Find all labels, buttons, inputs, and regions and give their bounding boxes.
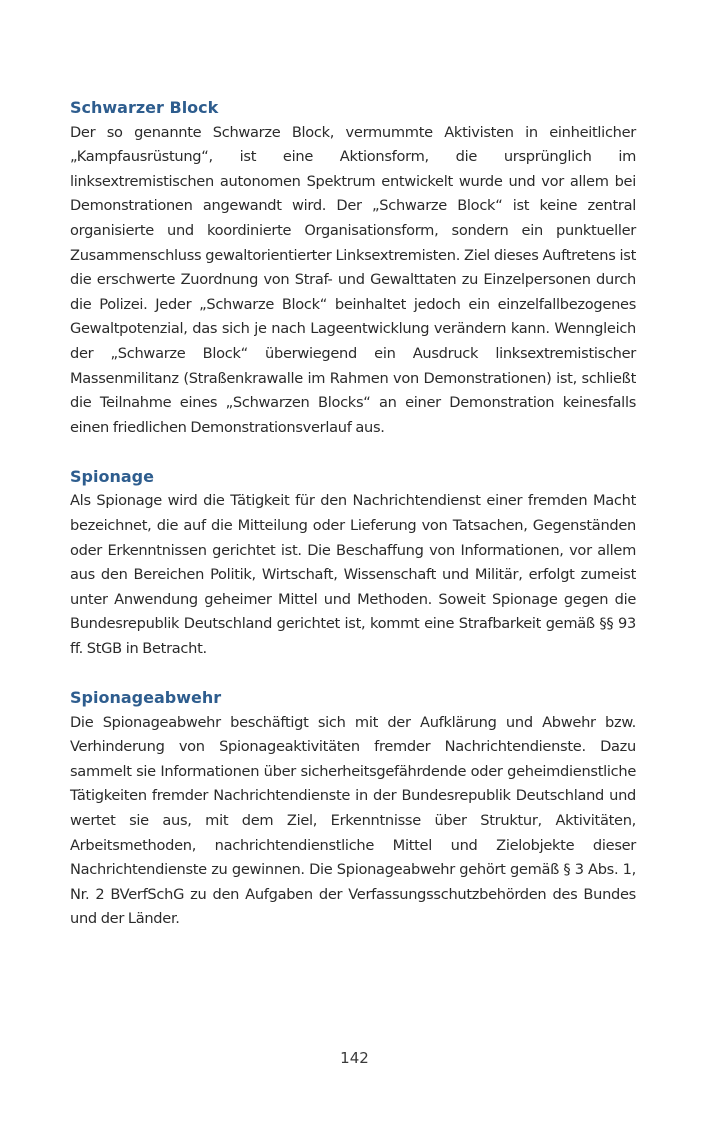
document-page — [70, 96, 636, 957]
section-body: Der so genannte Schwarze Block, vermummte Aktivisten in einheitlicher „Kampfausrüstung“, ist eine Aktionsform, die ursprünglich im linksextremistischen autonomen Spektrum entwickelt wurde und vor allem bei Demonstrationen angewandt wird. Der „Schwarze Block“ ist keine zentral organisierte und koordinierte Organisationsform, sondern ein punktueller Zusammenschluss gewaltorientierter Linksextremisten. Ziel dieses Auftretens ist die erschwerte Zuordnung von Straf- und Gewalttaten zu Einzelpersonen durch die Polizei. Jeder „Schwarze Block“ beinhaltet jedoch ein einzelfallbezogenes Gewaltpotenzial, das sich je nach Lageentwicklung verändern kann. Wenngleich der „Schwarze Block“ überwiegend ein Ausdruck linksextremistischer Massenmilitanz (Straßenkrawalle im Rahmen von Demonstrationen) ist, schließt die Teilnahme eines „Schwarzen Blocks“ an einer Demonstration keinesfalls einen friedlichen Demonstrationsverlauf aus. — [70, 123, 636, 436]
page-number: 142 — [340, 1049, 369, 1067]
section-spionageabwehr — [70, 686, 636, 932]
section-heading: Spionageabwehr — [70, 688, 222, 708]
section-heading: Spionage — [70, 466, 154, 486]
section-schwarzer-block — [70, 96, 636, 440]
section-body: Die Spionageabwehr beschäftigt sich mit der Aufklärung und Abwehr bzw. Verhinderung von Spionageaktivitäten fremder Nachrichtendienste. Dazu sammelt sie Informationen über sicherheitsgefährdende oder geheimdienstliche Tätigkeiten fremder Nachrichtendienste in der Bundesrepublik Deutschland und wertet sie aus, mit dem Ziel, Erkenntnisse über Struktur, Aktivitäten, Arbeitsmethoden, nachrichtendienstliche Mittel und Zielobjekte dieser Nachrichtendienste zu gewinnen. Die Spionageabwehr gehört gemäß § 3 Abs. 1, Nr. 2 BVerfSchG zu den Aufgaben der Verfassungsschutzbehörden des Bundes und der Länder. — [70, 713, 636, 928]
section-spionage — [70, 465, 636, 662]
section-heading: Schwarzer Block — [70, 98, 219, 117]
section-body: Als Spionage wird die Tätigkeit für den Nachrichtendienst einer fremden Macht bezeichnet, die auf die Mitteilung oder Lieferung von Tatsachen, Gegenständen oder Erkenntnissen gerichtet ist. Die Beschaffung von Informationen, vor allem aus den Bereichen Politik, Wirtschaft, Wissenschaft und Militär, erfolgt zumeist unter Anwendung geheimer Mittel und Methoden. Soweit Spionage gegen die Bundesrepublik Deutschland gerichtet ist, kommt eine Strafbarkeit gemäß §§ 93 ff. StGB in Betracht. — [70, 492, 636, 657]
